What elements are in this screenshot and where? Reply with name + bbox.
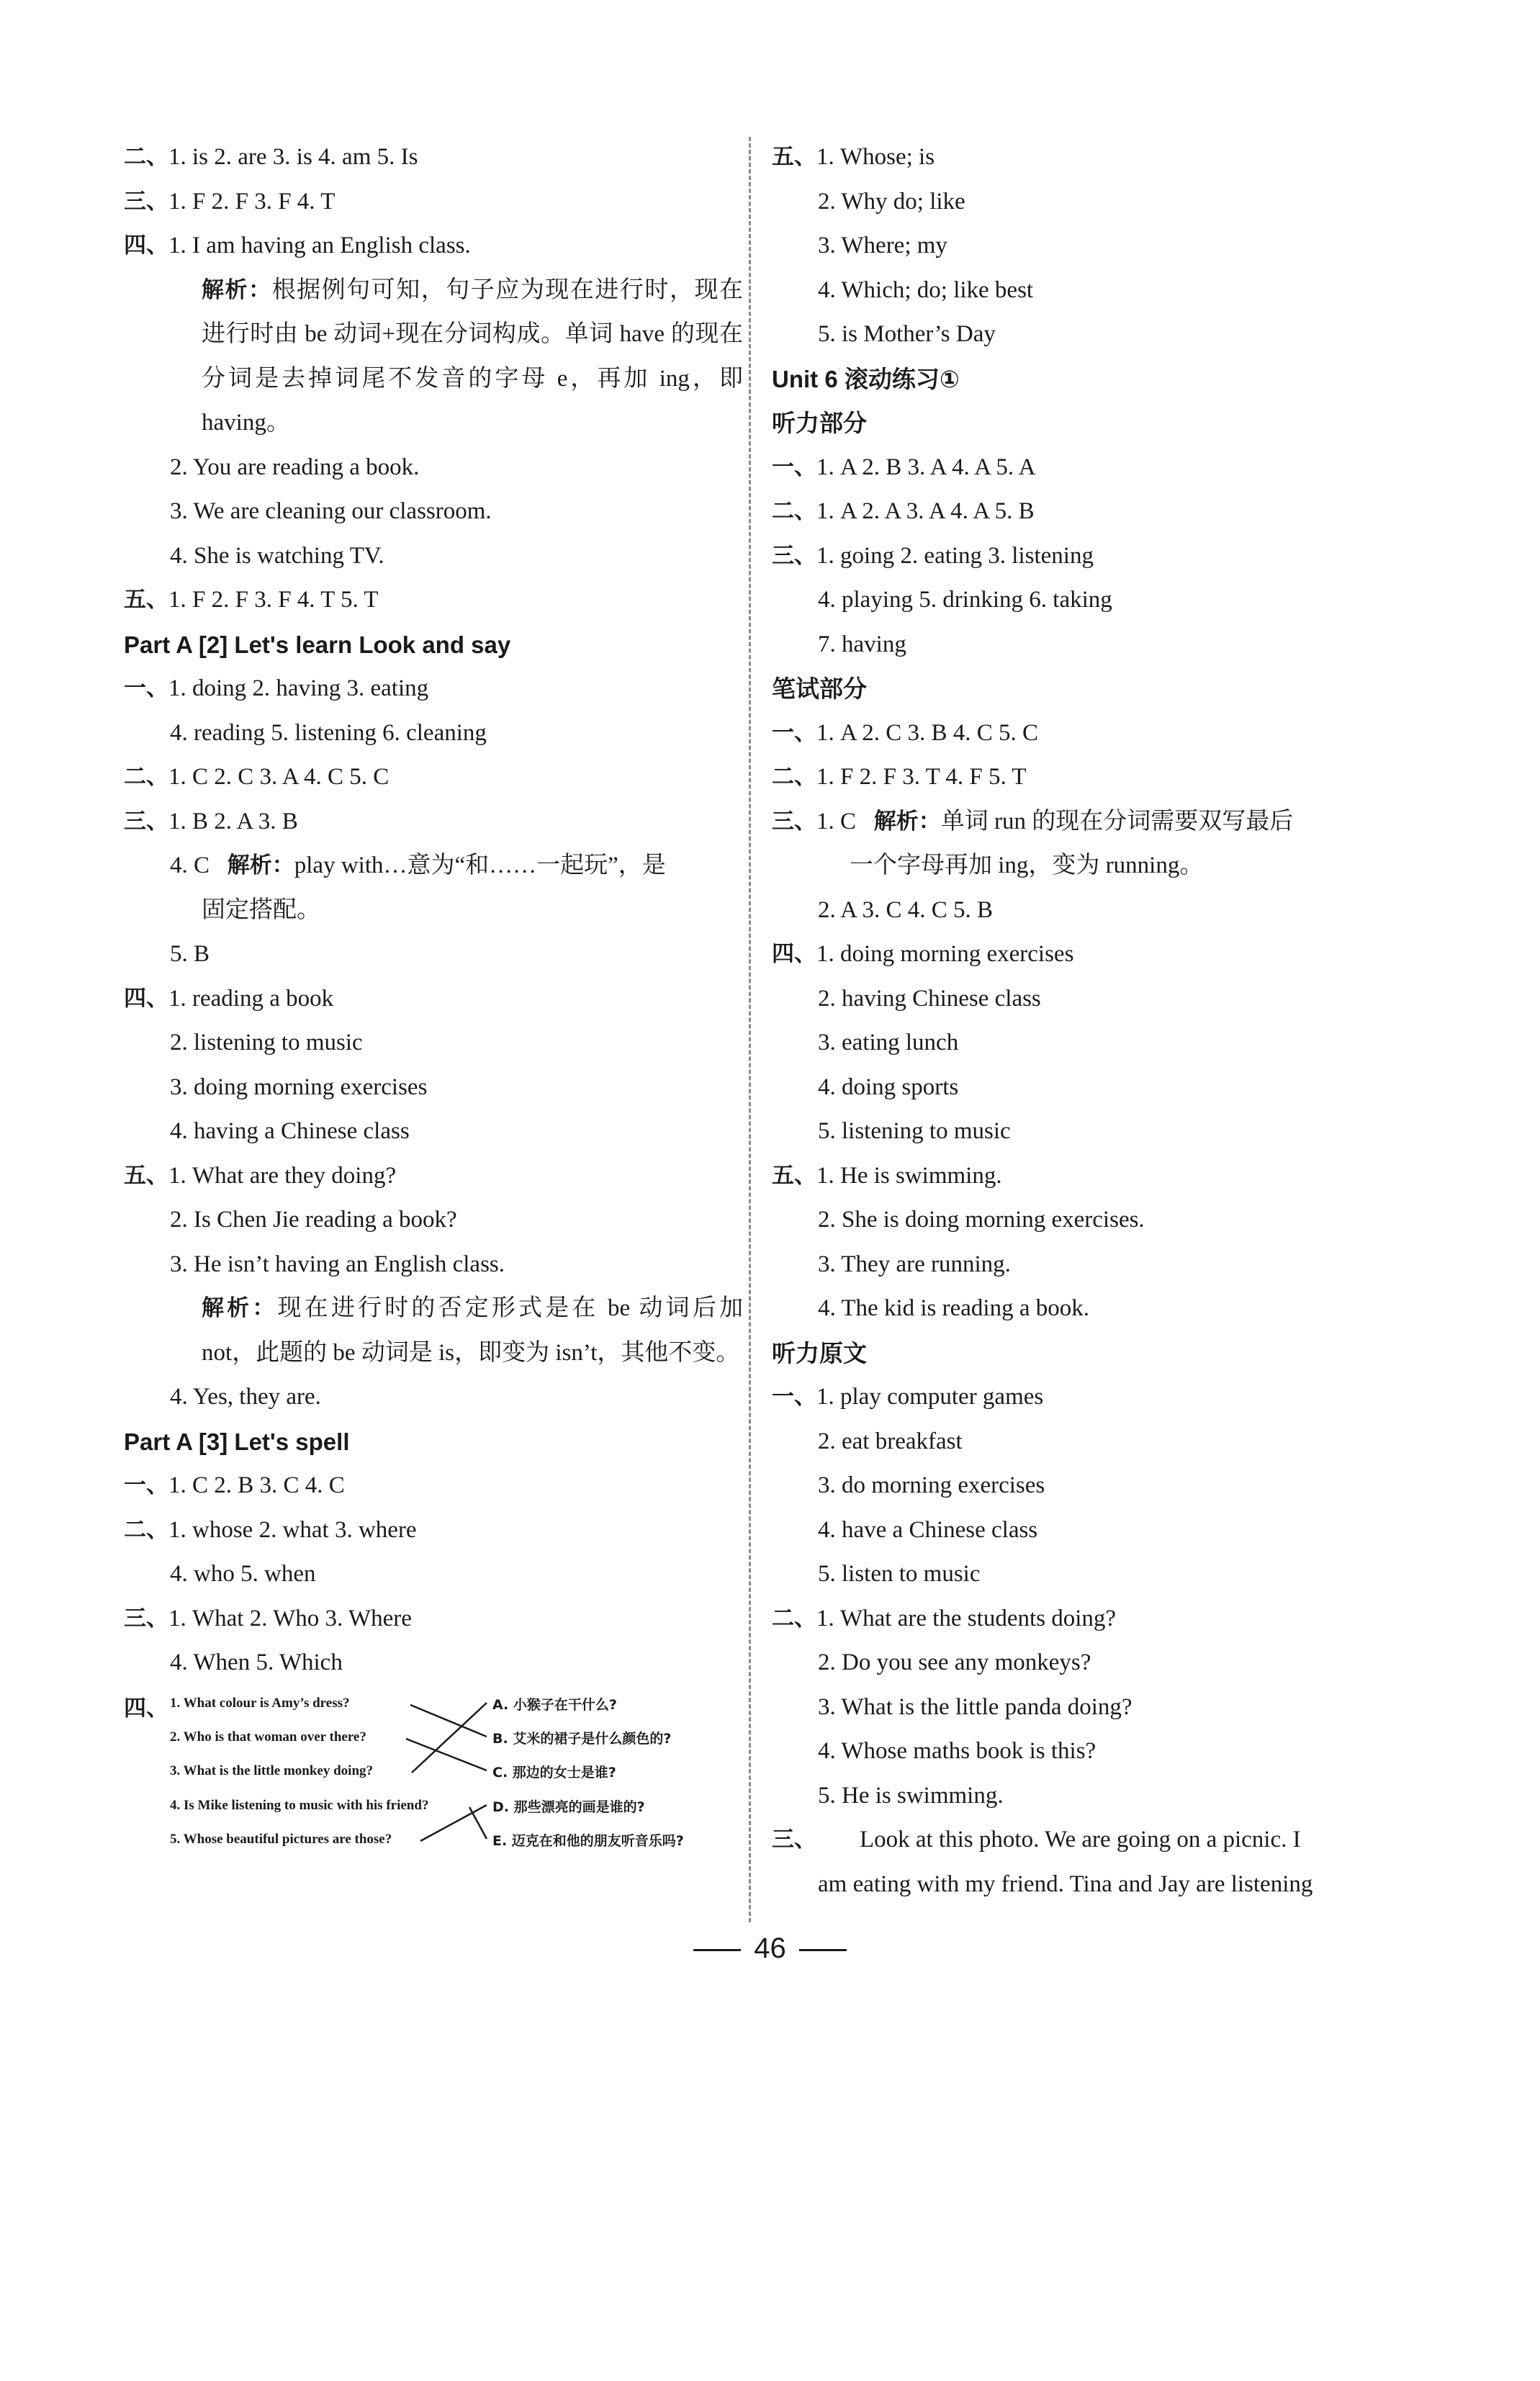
matching-exercise: 四、 1. What colour is Amy’s dress? 2. Who is that woman over there? 3. What is the little monkey doing? 4. Is Mike listening to music with his friend? 5. Whose beautiful pictures are those? A. 小猴子在干什么? B. 艾米的裙子是什么颜色的? C. 那边的女士是谁? D. 那些漂亮的画是谁的? E. 迈克在和他的朋友听音乐吗?	[124, 1690, 743, 1863]
unit-6-heading: Unit 6 滚动练习①	[772, 365, 960, 392]
a3-section-2-row-2: 4. who 5. when	[170, 1561, 316, 1587]
script-2-item-1: 二、1. What are the students doing?	[772, 1605, 1117, 1631]
r-section-5-answer-3: 3. Where; my	[818, 233, 947, 258]
script-1-item-5: 5. listen to music	[818, 1561, 981, 1587]
match-answer-e: E. 迈克在和他的朋友听音乐吗?	[492, 1832, 684, 1849]
match-line-3-a	[412, 1703, 487, 1773]
script-1-item-4: 4. have a Chinese class	[818, 1516, 1038, 1543]
script-2-item-3: 3. What is the little panda doing?	[818, 1693, 1133, 1720]
a2-section-3-row-1: 三、1. B 2. A 3. B	[124, 808, 298, 834]
match-answer-a: A. 小猴子在干什么?	[492, 1696, 617, 1713]
written-1-answers: 一、1. A 2. C 3. B 4. C 5. C	[772, 719, 1039, 746]
listening-script-heading: 听力原文	[772, 1339, 867, 1367]
a2-section-4-answer-4: 4. having a Chinese class	[170, 1118, 410, 1144]
a3-section-1-answers: 一、1. C 2. B 3. C 4. C	[124, 1472, 345, 1498]
listening-part-heading: 听力部分	[772, 410, 867, 436]
a2-section-4-answer-1: 四、1. reading a book	[124, 985, 334, 1012]
script-2-item-2: 2. Do you see any monkeys?	[818, 1649, 1091, 1675]
r-section-5-answer-2: 2. Why do; like	[818, 188, 965, 215]
a2-section-3-row-4: 5. B	[170, 941, 210, 967]
a3-section-3-row-2: 4. When 5. Which	[170, 1649, 343, 1675]
written-4-answer-4: 4. doing sports	[818, 1074, 959, 1100]
listening-2-answers: 二、1. A 2. A 3. A 4. A 5. B	[772, 498, 1035, 524]
matching-lines	[124, 1690, 498, 1863]
match-line-4-e	[469, 1807, 487, 1839]
script-2-item-5: 5. He is swimming.	[818, 1782, 1004, 1809]
script-1-item-1: 一、1. play computer games	[772, 1384, 1044, 1410]
a2-section-5-answer-2: 2. Is Chen Jie reading a book?	[170, 1207, 457, 1233]
a2-section-4-answer-2: 2. listening to music	[170, 1030, 363, 1056]
a2-section-5-answer-1: 五、1. What are they doing?	[124, 1162, 397, 1189]
right-column	[772, 135, 1391, 1907]
match-answer-d: D. 那些漂亮的画是谁的?	[492, 1799, 645, 1815]
section-3-answers: 三、1. F 2. F 3. F 4. T	[124, 188, 336, 215]
a2-section-1-row-1: 一、1. doing 2. having 3. eating	[124, 675, 429, 701]
listening-3-row-3: 7. having	[818, 631, 906, 657]
r-section-5-answer-4: 4. Which; do; like best	[818, 276, 1034, 303]
r-section-5-answer-1: 五、1. Whose; is	[772, 144, 935, 170]
written-4-answer-1: 四、1. doing morning exercises	[772, 941, 1074, 967]
section-4-answer-1: 四、1. I am having an English class.	[124, 233, 471, 258]
part-a3-heading: Part A [3] Let's spell	[124, 1428, 350, 1455]
listening-3-row-2: 4. playing 5. drinking 6. taking	[818, 587, 1112, 613]
section-4-explanation: 解析：根据例句可知，句子应为现在进行时，现在进行时由 be 动词+现在分词构成。单词 have 的现在分词是去掉词尾不发音的字母 e，再加 ing，即 having。	[202, 276, 744, 436]
written-3-row-1: 三、1. C 解析：单词 run 的现在分词需要双写最后	[772, 808, 1294, 834]
a2-section-1-row-2: 4. reading 5. listening 6. cleaning	[170, 719, 487, 746]
written-3-row-2: 一个字母再加 ing，变为 running。	[850, 852, 1204, 878]
section-4-answer-4: 4. She is watching TV.	[170, 542, 384, 569]
a2-section-2-answers: 二、1. C 2. C 3. A 4. C 5. C	[124, 764, 389, 790]
part-a2-heading: Part A [2] Let's learn Look and say	[124, 631, 511, 658]
match-question-2: 2. Who is that woman over there?	[170, 1729, 366, 1745]
a2-section-5-answer-3: 3. He isn’t having an English class.	[170, 1251, 505, 1277]
match-answer-b: B. 艾米的裙子是什么颜色的?	[492, 1730, 672, 1747]
match-question-3: 3. What is the little monkey doing?	[170, 1763, 374, 1778]
written-5-answer-1: 五、1. He is swimming.	[772, 1162, 1002, 1189]
written-5-answer-2: 2. She is doing morning exercises.	[818, 1207, 1145, 1233]
listening-1-answers: 一、1. A 2. B 3. A 4. A 5. A	[772, 454, 1036, 480]
a3-section-2-row-1: 二、1. whose 2. what 3. where	[124, 1516, 417, 1543]
match-question-1: 1. What colour is Amy’s dress?	[170, 1695, 350, 1711]
section-4-answer-3: 3. We are cleaning our classroom.	[170, 498, 492, 524]
a2-section-5-explanation: 解析：现在进行时的否定形式是在 be 动词后加 not，此题的 be 动词是 is，即变为 isn’t，其他不变。	[202, 1295, 744, 1366]
script-1-item-3: 3. do morning exercises	[818, 1472, 1045, 1498]
written-5-answer-3: 3. They are running.	[818, 1251, 1011, 1277]
match-question-5: 5. Whose beautiful pictures are those?	[170, 1831, 392, 1847]
section-5-answers: 五、1. F 2. F 3. F 4. T 5. T	[124, 587, 379, 613]
a2-section-5-answer-4: 4. Yes, they are.	[170, 1384, 321, 1410]
match-answer-c: C. 那边的女士是谁?	[492, 1764, 616, 1781]
written-3-row-3: 2. A 3. C 4. C 5. B	[818, 896, 993, 923]
match-question-4: 4. Is Mike listening to music with his friend?	[170, 1797, 429, 1813]
a3-section-3-row-1: 三、1. What 2. Who 3. Where	[124, 1605, 412, 1631]
page-number-dash-right	[799, 1949, 847, 1951]
match-line-5-d	[420, 1805, 487, 1841]
left-column	[124, 135, 743, 1863]
script-1-item-2: 2. eat breakfast	[818, 1428, 963, 1454]
r-section-5-answer-5: 5. is Mother’s Day	[818, 321, 996, 347]
script-2-item-4: 4. Whose maths book is this?	[818, 1738, 1097, 1764]
listening-3-row-1: 三、1. going 2. eating 3. listening	[772, 542, 1094, 569]
a2-section-3-row-2: 4. C 解析：play with…意为“和……一起玩”，是	[170, 852, 666, 878]
script-3-line-1: 三、 Look at this photo. We are going on a picnic. I	[772, 1827, 1301, 1853]
match-line-1-b	[410, 1705, 487, 1737]
section-2-answers: 二、1. is 2. are 3. is 4. am 5. Is	[124, 144, 418, 170]
written-5-answer-4: 4. The kid is reading a book.	[818, 1295, 1089, 1321]
page-number: 46	[0, 1932, 1540, 1965]
page-number-dash-left	[693, 1949, 741, 1951]
script-3-line-2: am eating with my friend. Tina and Jay are listening	[818, 1871, 1313, 1897]
written-4-answer-3: 3. eating lunch	[818, 1030, 959, 1056]
written-2-answers: 二、1. F 2. F 3. T 4. F 5. T	[772, 764, 1027, 790]
column-divider	[749, 137, 751, 1922]
a2-section-4-answer-3: 3. doing morning exercises	[170, 1074, 428, 1100]
written-part-heading: 笔试部分	[772, 675, 867, 702]
section-4-answer-2: 2. You are reading a book.	[170, 454, 420, 480]
written-4-answer-2: 2. having Chinese class	[818, 985, 1041, 1012]
written-4-answer-5: 5. listening to music	[818, 1118, 1011, 1144]
a2-section-3-row-3: 固定搭配。	[202, 896, 320, 923]
